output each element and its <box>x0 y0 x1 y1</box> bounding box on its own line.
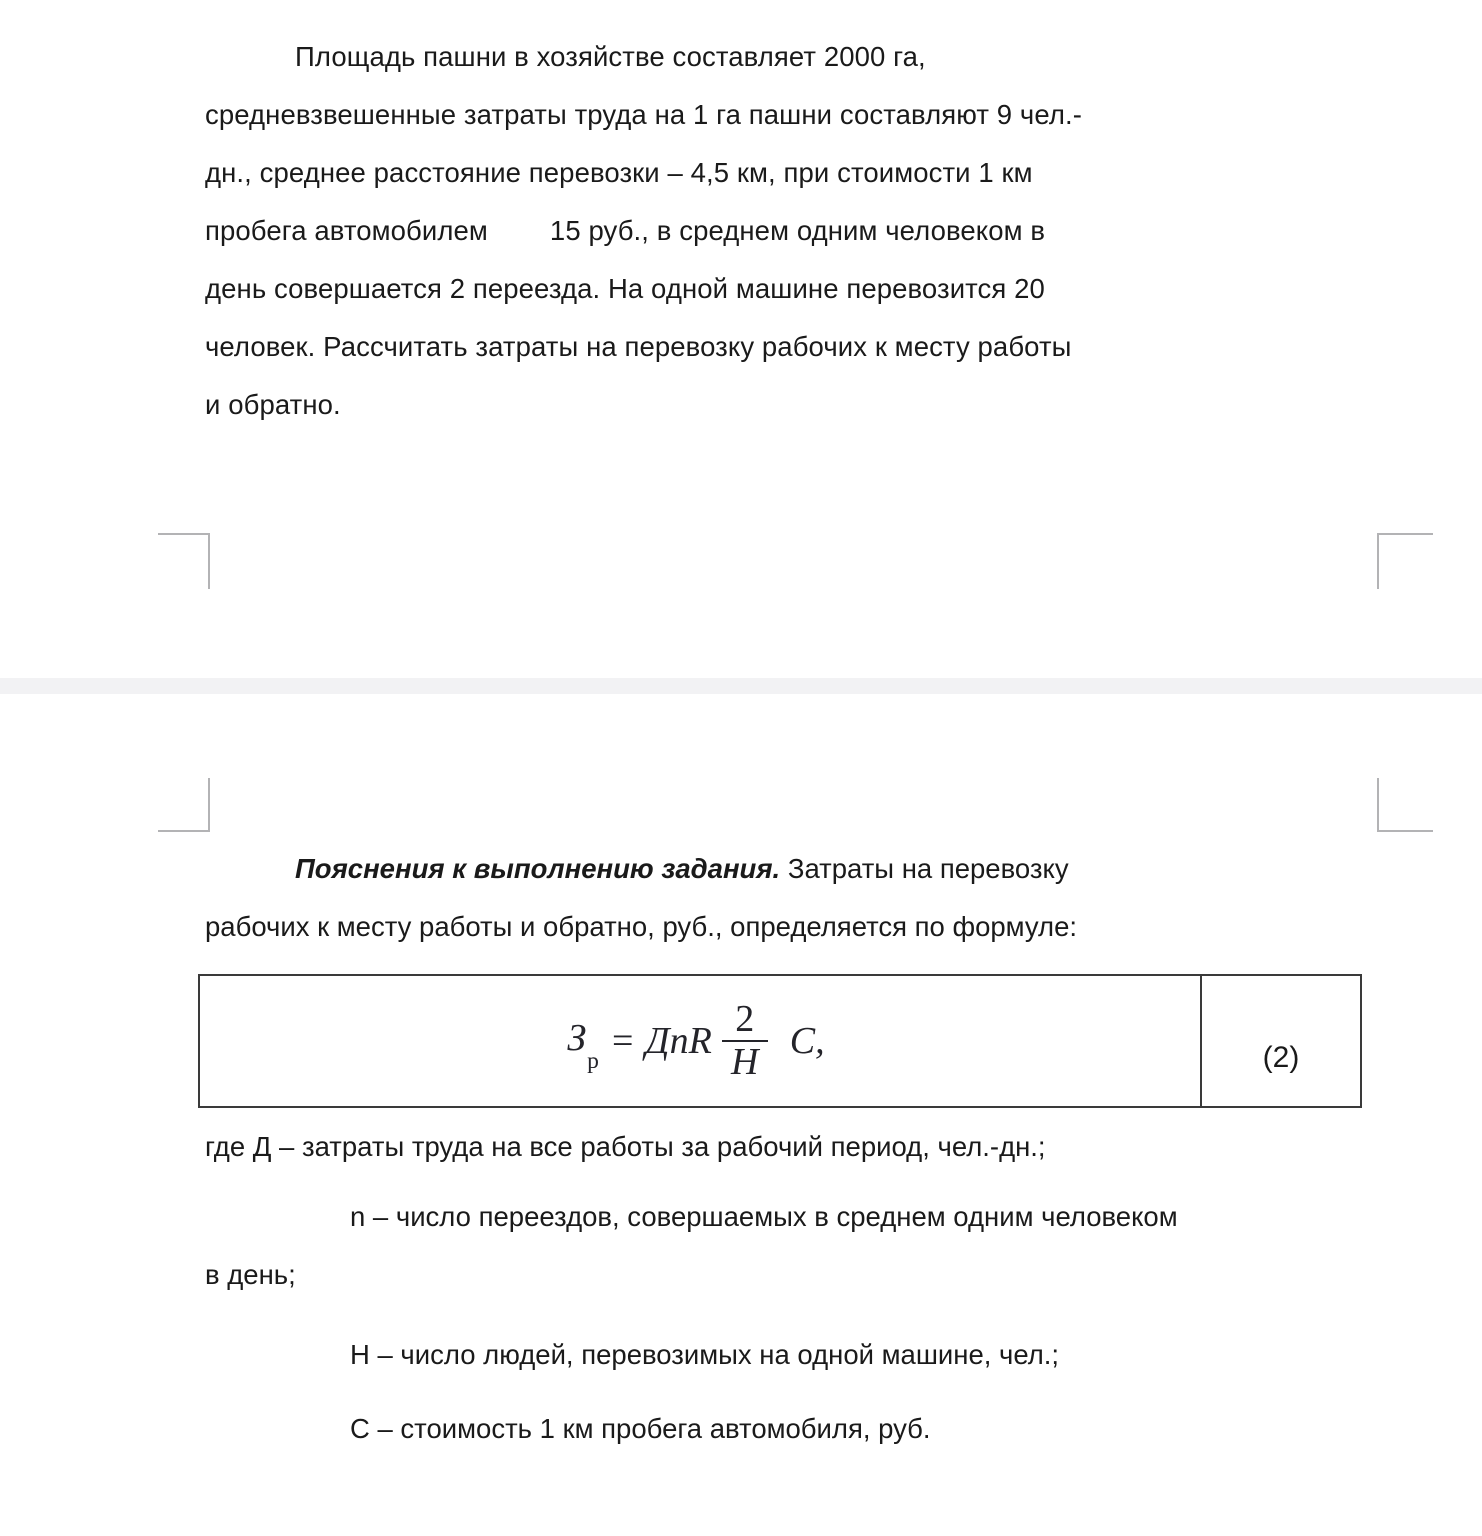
formula-expression <box>567 1000 824 1082</box>
definition-d: где Д – затраты труда на все работы за рабочий период, чел.-дн.; <box>205 1131 1046 1162</box>
formula-equals: = <box>611 1020 634 1062</box>
problem-line-4b: 15 руб., в среднем одним человеком в <box>549 215 1046 246</box>
definition-h: Н – число людей, перевозимых на одной машине, чел.; <box>350 1339 1060 1370</box>
problem-line-6: человек. Рассчитать затраты на перевозку рабочих к месту работы <box>205 331 1072 362</box>
problem-line-4 <box>205 202 1365 260</box>
definition-n <box>205 1188 1385 1304</box>
page-separator <box>0 678 1482 694</box>
definition-n-text: n – число переездов, совершаемых в среднем одним человеком <box>350 1201 1178 1232</box>
formula-lhs-subscript: р <box>587 1047 599 1074</box>
formula-table <box>198 974 1362 1108</box>
formula-rhs-terms: ДnR <box>645 1020 712 1062</box>
formula-lhs-var: З <box>567 1017 587 1060</box>
problem-line-7: и обратно. <box>205 389 341 420</box>
problem-line-4a: пробега автомобилем <box>205 215 488 246</box>
problem-line-5: день совершается 2 переезда. На одной машине перевозится 20 <box>205 273 1045 304</box>
problem-line-2: средневзвешенные затраты труда на 1 га пашни составляют 9 чел.- <box>205 99 1082 130</box>
formula-fraction-denominator: Н <box>731 1041 759 1083</box>
explanation-heading-tail: Затраты на перевозку <box>780 853 1069 884</box>
problem-line-1: Площадь пашни в хозяйстве составляет 2000 га, <box>295 41 926 72</box>
formula-fraction <box>722 1000 768 1082</box>
problem-line-3: дн., среднее расстояние перевозки – 4,5 км, при стоимости 1 км <box>205 157 1033 188</box>
explanation-line-2: рабочих к месту работы и обратно, руб., определяется по формуле: <box>205 911 1078 942</box>
formula-number: (2) <box>1262 1041 1300 1074</box>
formula-cell <box>200 976 1202 1106</box>
definition-c: С – стоимость 1 км пробега автомобиля, руб. <box>350 1413 931 1444</box>
formula-trailing-term: С, <box>789 1020 825 1062</box>
formula-fraction-numerator: 2 <box>735 998 755 1041</box>
formula-number-cell <box>1202 976 1360 1106</box>
problem-statement-paragraph <box>205 28 1365 434</box>
explanation-line-1 <box>205 840 1380 898</box>
explanation-heading: Пояснения к выполнению задания. <box>295 853 781 884</box>
definition-n-text-cont: в день; <box>205 1259 296 1290</box>
explanation-paragraph <box>205 840 1380 956</box>
formula-lhs <box>567 1016 600 1074</box>
document-page-1 <box>0 0 1482 678</box>
